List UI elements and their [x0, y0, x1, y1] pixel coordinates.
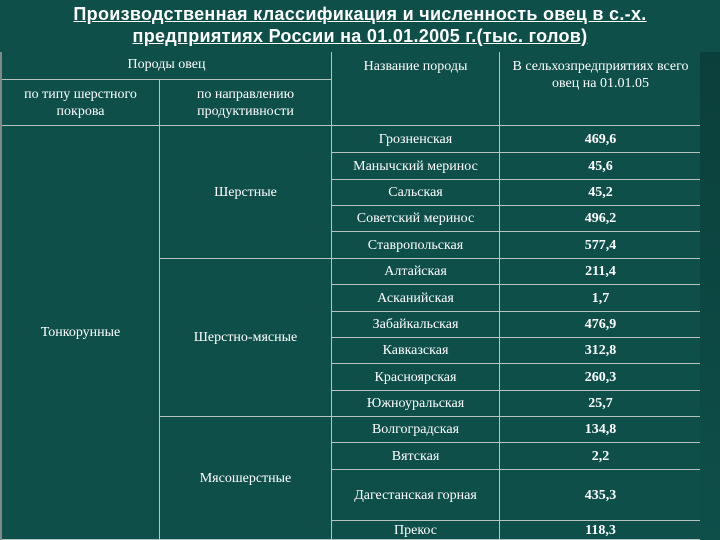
breed-name-cell: Асканийская — [332, 285, 500, 312]
breed-total-cell: 469,6 — [500, 126, 702, 153]
breed-total-cell: 45,2 — [500, 180, 702, 206]
breed-name-cell: Алтайская — [332, 259, 500, 285]
breed-name-cell: Южноуральская — [332, 391, 500, 417]
breed-name-cell: Вятская — [332, 443, 500, 470]
breed-total-cell: 1,7 — [500, 285, 702, 312]
breed-total-cell: 211,4 — [500, 259, 702, 285]
productivity-group-meat-wool: Мясошерстные — [160, 417, 332, 540]
breed-name-cell: Сальская — [332, 180, 500, 206]
header-total: В сельхозпредприятиях всего овец на 01.01.05 — [500, 52, 702, 126]
breed-name-cell: Дагестанская горная — [332, 470, 500, 521]
header-breeds: Породы овец — [2, 52, 332, 80]
breed-name-cell: Кавказская — [332, 338, 500, 364]
breed-total-cell: 496,2 — [500, 206, 702, 232]
breed-name-cell: Ставропольская — [332, 232, 500, 259]
breed-name-cell: Красноярская — [332, 364, 500, 391]
breed-total-cell: 45,6 — [500, 153, 702, 180]
wool-type-group: Тонкорунные — [2, 126, 160, 540]
breed-name-cell: Забайкальская — [332, 312, 500, 338]
breed-name-cell: Прекос — [332, 521, 500, 540]
productivity-group-wool: Шерстные — [160, 126, 332, 259]
header-wool-type: по типу шерстного покрова — [2, 80, 160, 126]
breed-name-cell: Грозненская — [332, 126, 500, 153]
breed-table — [0, 52, 702, 540]
breed-total-cell: 577,4 — [500, 232, 702, 259]
productivity-group-wool-meat: Шерстно-мясные — [160, 259, 332, 417]
title-line-2: предприятиях России на 01.01.2005 г.(тыс. голов) — [132, 26, 588, 46]
breed-total-cell: 25,7 — [500, 391, 702, 417]
breed-name-cell: Волгоградская — [332, 417, 500, 443]
header-productivity: по направлению продуктивности — [160, 80, 332, 126]
breed-total-cell: 134,8 — [500, 417, 702, 443]
breed-total-cell: 312,8 — [500, 338, 702, 364]
breed-name-cell: Советский меринос — [332, 206, 500, 232]
breed-total-cell: 435,3 — [500, 470, 702, 521]
title-line-1: Производственная классификация и численность овец в с.-х. — [73, 4, 647, 24]
breed-total-cell: 118,3 — [500, 521, 702, 540]
breed-total-cell: 476,9 — [500, 312, 702, 338]
page-title — [0, 0, 720, 55]
breed-total-cell: 260,3 — [500, 364, 702, 391]
breed-name-cell: Манычский меринос — [332, 153, 500, 180]
header-breed-name: Название породы — [332, 52, 500, 126]
breed-total-cell: 2,2 — [500, 443, 702, 470]
right-edge-strip — [700, 52, 720, 540]
